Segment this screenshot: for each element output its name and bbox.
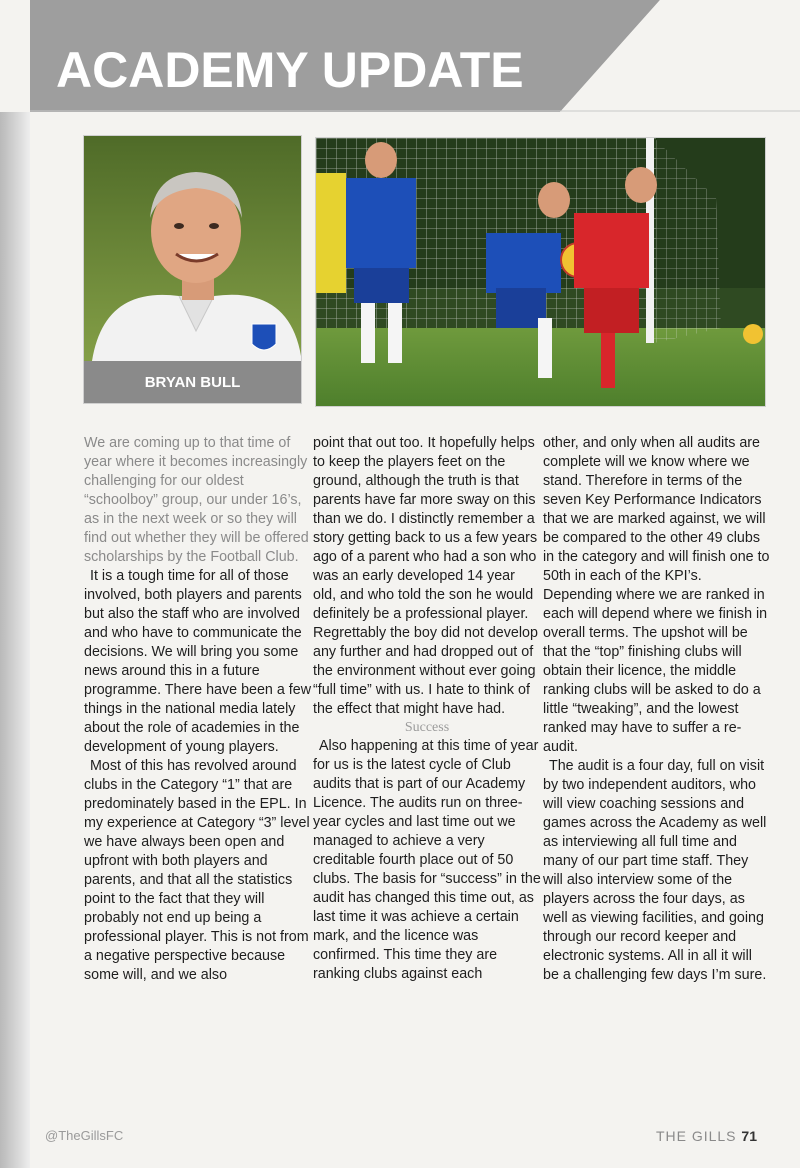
section-subheading: Success — [404, 720, 450, 735]
page-binding-edge — [0, 0, 30, 1168]
article-column-2 — [313, 434, 541, 984]
portrait-caption: BRYAN BULL — [84, 361, 301, 403]
article-paragraph-3-continued: other, and only when all audits are complete will we know where we stand. Therefore in terms of the seven Key Performance Indicators that we are marked against, we will be compared to the other 49 clubs in the category and will finish one to 50th in each of the KPI’s. Depending where we are ranked in each will depend where we finish in overall terms. The upshot will be that the “top” finishing clubs will obtain their licence, the middle ranking clubs will be asked to do a little “tweaking”, and the lowest ranked may have to suffer a re-audit. — [543, 435, 770, 755]
article-paragraph-4: The audit is a four day, full on visit by two independent auditors, who will view coaching sessions and games across the Academy as well as interviewing all full time and many of our part time staff. They will also interview some of the players across the four days, as well as viewing facilities, and going through our record keeper and electronic systems. All in all it will be a challenging few days I’m sure. — [543, 758, 767, 983]
page-number: 71 — [741, 1128, 757, 1144]
header-band — [0, 0, 800, 112]
article-paragraph-2-continued: point that out too. It hopefully helps to keep the players feet on the ground, although the truth is that parents have far more sway on this than we do. I distinctly remember a story getting back to us a few years ago of a parent who had a son who was an early developed 14 year old, and who told the son he would definitely be a professional player. Regrettably the boy did not develop any further and had dropped out of the environment without ever going “full time” with us. I hate to think of the effect that might have had. — [313, 435, 538, 717]
article-column-1 — [84, 434, 312, 985]
article-column-3 — [543, 434, 771, 985]
footer-social-handle: @TheGillsFC — [45, 1128, 124, 1143]
footer-publication-name: THE GILLS — [655, 1128, 737, 1144]
portrait-photo — [83, 135, 302, 404]
article-paragraph-3: Also happening at this time of year for us is the latest cycle of Club audits that is part of our Academy Licence. The audits run on three-year cycles and last time out we managed to achieve a very creditable fourth place out of 50 clubs. The basis for “success” in the audit has changed this time out, as last time it was achieve a certain mark, and the licence was confirmed. This time they are ranking clubs against each — [313, 738, 541, 982]
footer-publication — [656, 1128, 757, 1144]
article-paragraph-1: It is a tough time for all of those involved, both players and parents but also the staff who are involved and who have to communicate the decisions. We will bring you some news around this in a future programme. There have been a few things in the national media lately about the role of academies in the development of young players. — [84, 568, 312, 755]
match-photo — [315, 137, 766, 407]
match-illustration — [316, 138, 765, 406]
article-intro: We are coming up to that time of year where it becomes increasingly challenging for our oldest “schoolboy” group, our under 16’s, as in the next week or so they will find out whether they will be offered scholarships by the Football Club. — [84, 435, 309, 565]
page-title: ACADEMY UPDATE — [56, 42, 524, 98]
article-paragraph-2: Most of this has revolved around clubs in the Category “1” that are predominately based in the EPL. In my experience at Category “3” level we have always been open and upfront with both players and parents, and that all the statistics point to the fact that they will probably not end up being a professional player. This is not from a negative perspective because some will, and we also — [84, 758, 310, 983]
